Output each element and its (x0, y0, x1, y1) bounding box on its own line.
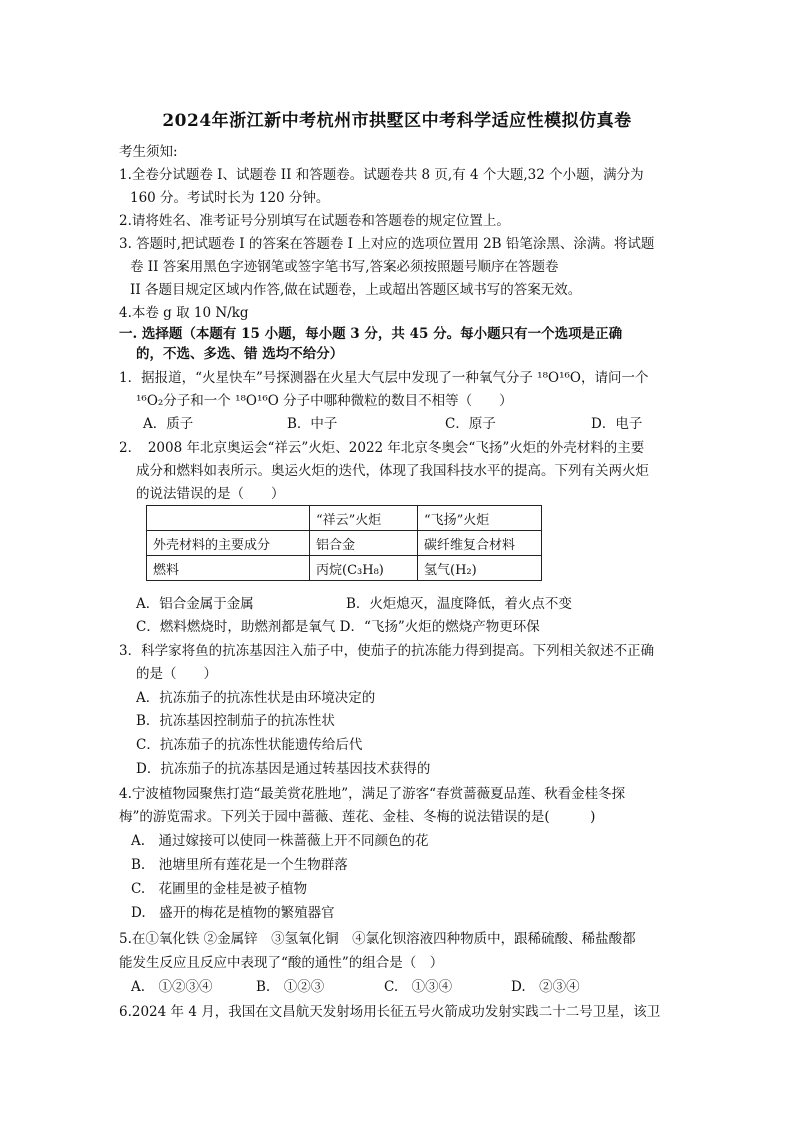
notice-line-4: 4.本卷 g 取 10 N/kg (119, 305, 249, 321)
q1-option-c: C．原子 (445, 416, 496, 432)
table-header: “祥云”火炬 (310, 506, 418, 531)
q4-option-c: C. 花圃里的金桂是被子植物 (131, 881, 308, 897)
notice-line-3c: II 各题目规定区域内作答,做在试题卷，上或超出答题区域书写的答案无效。 (130, 282, 582, 298)
notice-heading: 考生须知: (119, 144, 178, 160)
q4-option-b: B. 池塘里所有莲花是一个生物群落 (131, 857, 348, 873)
table-cell: 铝合金 (310, 531, 418, 556)
notice-line-1b: 160 分。考试时长为 120 分钟。 (130, 190, 330, 206)
q3-option-b: B．抗冻基因控制茄子的抗冻性状 (136, 713, 335, 729)
exam-title: 2024年浙江新中考杭州市拱墅区中考科学适应性模拟仿真卷 (162, 111, 632, 131)
section-heading: 一. 选择题（本题有 15 小题，每小题 3 分，共 45 分。每小题只有一个选项是正确 (119, 326, 623, 342)
table-cell: 丙烷(C₃H₈) (310, 556, 418, 581)
q3-option-c: C．抗冻茄子的抗冻性状能遗传给后代 (136, 737, 363, 753)
q4-option-a: A. 通过嫁接可以使同一株蔷薇上开不同颜色的花 (131, 833, 429, 849)
q3-option-d: D．抗冻茄子的抗冻基因是通过转基因技术获得的 (136, 761, 431, 777)
q5-option-a: A. ①②③④ (131, 979, 213, 995)
table-cell: 外壳材料的主要成分 (147, 531, 310, 556)
q5-option-c: C. ①③④ (384, 979, 453, 995)
section-heading-cont: 的，不选、多选、错 选均不给分） (136, 346, 344, 362)
table-row (147, 531, 542, 556)
q4-stem-b: 梅”的游览需求。下列关于园中蔷薇、莲花、金桂、冬梅的说法错误的是( ) (119, 809, 596, 825)
q2-option-cd: C．燃料燃烧时，助燃剂都是氧气 D．“飞扬”火炬的燃烧产物更环保 (136, 619, 540, 635)
q1-option-b: B．中子 (287, 416, 338, 432)
table-header: “飞扬”火炬 (418, 506, 542, 531)
q2-option-b: B．火炬熄灭，温度降低，着火点不变 (346, 596, 572, 612)
table-cell: 燃料 (147, 556, 310, 581)
q2-stem-a: 2． 2008 年北京奥运会“祥云”火炬、2022 年北京冬奥会“飞扬”火炬的外壳材料的主要 (119, 440, 645, 456)
notice-line-1a: 1.全卷分试题卷 I、试题卷 II 和答题卷。试题卷共 8 页,有 4 个大题,32 个小题，满分为 (119, 167, 644, 183)
q6-stem-a: 6.2024 年 4 月，我国在文昌航天发射场用长征五号火箭成功发射实践二十二号卫星，该卫 (119, 1004, 661, 1020)
q3-stem-a: 3．科学家将鱼的抗冻基因注入茄子中，使茄子的抗冻能力得到提高。下列相关叙述不正确 (119, 643, 655, 659)
q1-stem-b: ¹⁶O₂分子和一个 ¹⁸O¹⁶O 分子中哪种微粒的数目不相等（ ） (136, 393, 513, 409)
q3-option-a: A．抗冻茄子的抗冻性状是由环境决定的 (136, 690, 376, 706)
q1-option-d: D．电子 (591, 416, 643, 432)
q1-stem-a: 1．据报道，“火星快车”号探测器在火星大气层中发现了一种氧气分子 ¹⁸O¹⁶O，请问一个 (119, 370, 649, 386)
table-cell: 碳纤维复合材料 (418, 531, 542, 556)
q4-stem-a: 4.宁波植物园聚焦打造“最美赏花胜地”，满足了游客“春赏蔷薇夏品莲、秋看金桂冬探 (119, 786, 626, 802)
q2-stem-b: 成分和燃料如表所示。奥运火炬的迭代，体现了我国科技水平的提高。下列有关两火炬 (136, 463, 649, 479)
table-cell: 氢气(H₂) (418, 556, 542, 581)
q1-option-a: A．质子 (143, 416, 194, 432)
q4-option-d: D. 盛开的梅花是植物的繁殖器官 (131, 905, 335, 921)
torch-comparison-table (146, 505, 542, 581)
notice-line-3a: 3. 答题时,把试题卷 I 的答案在答题卷 I 上对应的选项位置用 2B 铅笔涂黑、涂满。将试题 (119, 236, 655, 252)
q5-stem-a: 5.在①氧化铁 ②金属锌 ③氢氧化铜 ④氯化钡溶液四种物质中，跟稀硫酸、稀盐酸都 (119, 931, 636, 947)
q3-stem-b: 的是（ ） (136, 666, 217, 682)
notice-line-2: 2.请将姓名、准考证号分别填写在试题卷和答题卷的规定位置上。 (119, 213, 510, 229)
table-cell (147, 506, 310, 531)
q2-stem-c: 的说法错误的是（ ） (136, 486, 285, 502)
table-row (147, 556, 542, 581)
q5-option-d: D. ②③④ (511, 979, 580, 995)
table-row (147, 506, 542, 531)
q2-option-a: A．铝合金属于金属 (136, 596, 254, 612)
q5-option-b: B. ①②③ (256, 979, 325, 995)
notice-line-3b: 卷 II 答案用黑色字迹钢笔或签字笔书写,答案必须按照题号顺序在答题卷 (130, 259, 559, 275)
q5-stem-b: 能发生反应且反应中表现了“酸的通性”的组合是（ ） (119, 955, 444, 971)
